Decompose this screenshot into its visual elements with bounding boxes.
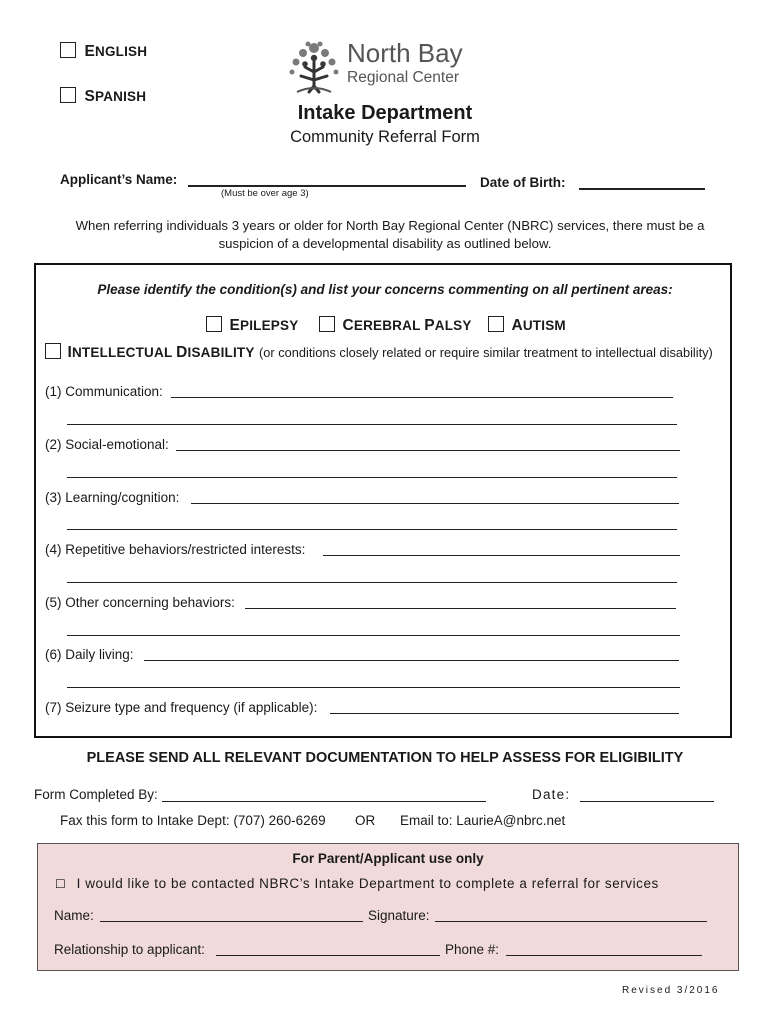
documentation-notice: PLEASE SEND ALL RELEVANT DOCUMENTATION TO HELP ASSESS FOR ELIGIBILITY — [86, 750, 684, 766]
dob-label: Date of Birth: — [480, 175, 566, 190]
area-other-behaviors-field[interactable] — [245, 608, 676, 609]
area-social-emotional-label: (2) Social-emotional: — [45, 437, 169, 452]
applicant-name-field[interactable] — [188, 185, 466, 187]
english-checkbox[interactable] — [60, 42, 76, 58]
phone-field[interactable] — [506, 955, 702, 956]
intro-line-1: When referring individuals 3 years or older for North Bay Regional Center (NBRC) services, there must be a — [75, 218, 705, 233]
phone-label: Phone #: — [445, 942, 500, 957]
area-repetitive-field[interactable] — [323, 555, 680, 556]
area-daily-living-label: (6) Daily living: — [45, 647, 134, 662]
contact-request-checkbox[interactable]: ☐ — [55, 877, 67, 891]
revised-date: Revised 3/2016 — [622, 985, 720, 996]
logo-subname: Regional Center — [347, 69, 460, 86]
parent-section-title: For Parent/Applicant use only — [292, 851, 484, 866]
completed-by-field[interactable] — [162, 801, 486, 802]
area-social-emotional-field[interactable] — [176, 450, 680, 451]
autism-label: AUTISM — [511, 317, 566, 334]
area-seizure-label: (7) Seizure type and frequency (if applicable): — [45, 700, 318, 715]
area-communication-field[interactable] — [171, 397, 673, 398]
relationship-field[interactable] — [216, 955, 440, 956]
completion-date-field[interactable] — [580, 801, 714, 802]
contact-request-option[interactable] — [55, 876, 659, 891]
area-learning-field-2[interactable] — [67, 529, 677, 530]
page-title: Intake Department — [297, 102, 473, 124]
language-english-option[interactable] — [60, 42, 147, 61]
area-social-emotional-field-2[interactable] — [67, 477, 677, 478]
area-communication-label: (1) Communication: — [45, 384, 163, 399]
intellectual-disability-option[interactable] — [45, 343, 713, 362]
logo-name: North Bay — [347, 38, 463, 68]
area-daily-living-field[interactable] — [144, 660, 679, 661]
spanish-checkbox[interactable] — [60, 87, 76, 103]
area-repetitive-field-2[interactable] — [67, 582, 677, 583]
or-text: OR — [355, 813, 376, 828]
epilepsy-label: EPILEPSY — [229, 317, 299, 334]
area-learning-label: (3) Learning/cognition: — [45, 490, 180, 505]
contact-request-text: I would like to be contacted NBRC’s Intake Department to complete a referral for services — [76, 876, 659, 891]
parent-name-label: Name: — [54, 908, 94, 923]
relationship-label: Relationship to applicant: — [54, 942, 205, 957]
dob-field[interactable] — [579, 188, 705, 190]
conditions-instruction: Please identify the condition(s) and list your concerns commenting on all pertinent areas: — [97, 282, 673, 297]
cerebral-palsy-label: CEREBRAL PALSY — [342, 317, 472, 334]
intellectual-disability-label: INTELLECTUAL DISABILITY — [67, 344, 255, 361]
area-seizure-field[interactable] — [330, 713, 679, 714]
parent-signature-field[interactable] — [435, 921, 707, 922]
applicant-name-label: Applicant’s Name: — [60, 172, 178, 187]
autism-option[interactable] — [488, 316, 566, 335]
completed-by-label: Form Completed By: — [34, 787, 158, 802]
english-label: ENGLISH — [84, 43, 148, 60]
nbrc-logo-icon — [283, 36, 345, 96]
area-other-behaviors-label: (5) Other concerning behaviors: — [45, 595, 235, 610]
cerebral-palsy-option[interactable] — [319, 316, 472, 335]
spanish-label: SPANISH — [84, 88, 147, 105]
autism-checkbox[interactable] — [488, 316, 504, 332]
intellectual-disability-note: (or conditions closely related or require similar treatment to intellectual disability) — [259, 345, 713, 360]
intro-line-2: suspicion of a developmental disability as outlined below. — [218, 236, 552, 251]
area-repetitive-label: (4) Repetitive behaviors/restricted interests: — [45, 542, 306, 557]
parent-name-field[interactable] — [100, 921, 363, 922]
intellectual-disability-checkbox[interactable] — [45, 343, 61, 359]
fax-instructions: Fax this form to Intake Dept: (707) 260-6269 — [60, 813, 326, 828]
epilepsy-option[interactable] — [206, 316, 298, 335]
epilepsy-checkbox[interactable] — [206, 316, 222, 332]
cerebral-palsy-checkbox[interactable] — [319, 316, 335, 332]
area-other-behaviors-field-2[interactable] — [67, 635, 680, 636]
completion-date-label: Date: — [532, 787, 571, 802]
applicant-name-note: (Must be over age 3) — [221, 188, 309, 199]
email-instructions: Email to: LaurieA@nbrc.net — [400, 813, 566, 828]
area-communication-field-2[interactable] — [67, 424, 677, 425]
parent-signature-label: Signature: — [368, 908, 430, 923]
area-daily-living-field-2[interactable] — [67, 687, 680, 688]
area-learning-field[interactable] — [191, 503, 679, 504]
page-subtitle: Community Referral Form — [290, 128, 480, 146]
